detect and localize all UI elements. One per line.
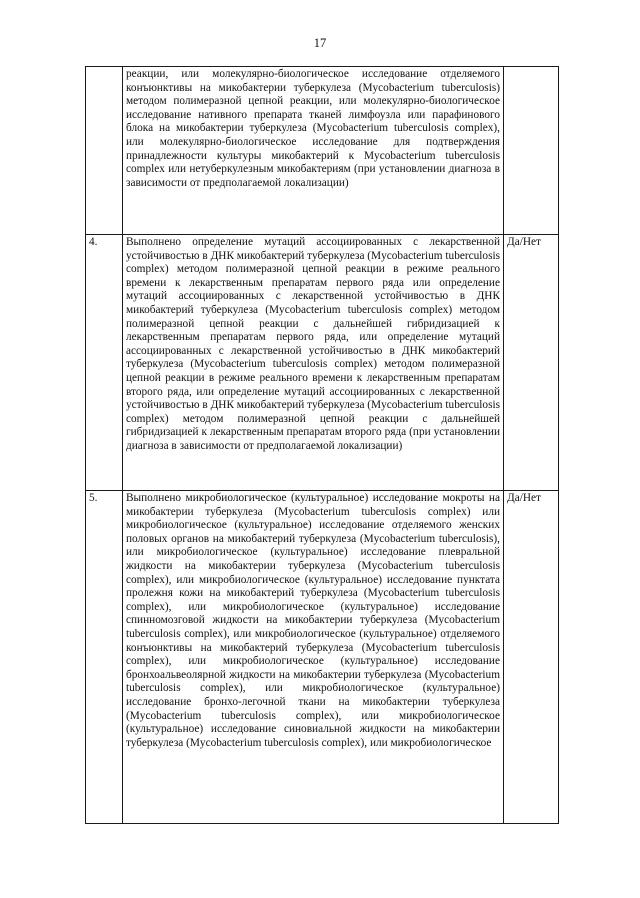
criterion-text: Выполнено микробиологическое (культуральное) исследование мокроты на микобактерии туберкулеза (Mycobacterium tuberculosis complex) или микробиологическое (культуральное) исследование отделяемого женских половых органов на микобактерий туберкулеза (Mycobacterium tuberculosis), или микробиологическое (культуральное) исследование плевральной жидкости на микобактерии туберкулеза (Mycobacterium tuberculosis complex), или микробиологическое (культуральное) исследование пунктата пролежня кожи на микобактерий туберкулеза (Mycobacterium tuberculosis complex), или микробиологическое (культуральное) исследование спинномозговой жидкости на микобактерии туберкулеза (Mycobacterium tuberculosis complex), или микробиологическое (культуральное) отделяемого конъюнктивы на микобактерий туберкулеза (Mycobacterium tuberculosis complex), или микробиологическое (культуральное) исследование бронхоальвеолярной жидкости на микобактерии туберкулеза (Mycobacterium tuberculosis complex), или микробиологическое (культуральное) исследование бронхо-легочной ткани на микобактерии туберкулеза (Mycobacterium tuberculosis complex), или микробиологическое (культуральное) исследование синовиальной жидкости на микобактерии туберкулеза (Mycobacterium tuberculosis complex), или микробиологическое	[123, 491, 504, 824]
criterion-text: Выполнено определение мутаций ассоциированных с лекарственной устойчивостью в ДНК микобактерий туберкулеза (Mycobacterium tuberculosis complex) методом полимеразной цепной реакции в режиме реального времени к лекарственным препаратам первого ряда или определение мутаций ассоциированных с лекарственной устойчивостью в ДНК микобактерий туберкулеза (Mycobacterium tuberculosis complex) методом полимеразной цепной реакции с дальнейшей гибридизацией к лекарственным препаратам первого ряда, или определение мутаций ассоциированных с лекарственной устойчивостью в ДНК микобактерий туберкулеза (Mycobacterium tuberculosis complex) методом полимеразной цепной реакции в режиме реального времени к лекарственным препаратам второго ряда, или определение мутаций ассоциированных с лекарственной устойчивостью в ДНК микобактерий туберкулеза (Mycobacterium tuberculosis complex) методом полимеразной цепной реакции с дальнейшей гибридизацией к лекарственным препаратам второго ряда (при установлении диагноза в зависимости от предполагаемой локализации)	[123, 235, 504, 491]
table-row	[86, 491, 559, 824]
row-number	[86, 67, 123, 235]
criterion-text: реакции, или молекулярно-биологическое исследование отделяемого конъюнктивы на микобактерии туберкулеза (Mycobacterium tuberculosis) методом полимеразной цепной реакции, или молекулярно-биологическое исследование нативного препарата тканей лимфоузла или парафинового блока на микобактерии туберкулеза (Mycobacterium tuberculosis complex), или молекулярно-биологическое исследование для подтверждения принадлежности культуры микобактерий к Mycobacterium tuberculosis complex или нетуберкулезным микобактериям (при установлении диагноза в зависимости от предполагаемой локализации)	[123, 67, 504, 235]
answer-cell	[504, 67, 559, 235]
answer-cell: Да/Нет	[504, 235, 559, 491]
table-row	[86, 67, 559, 235]
page-number: 17	[313, 36, 327, 50]
row-number: 4.	[86, 235, 123, 491]
row-number: 5.	[86, 491, 123, 824]
criteria-table	[85, 66, 559, 824]
table-row	[86, 235, 559, 491]
answer-cell: Да/Нет	[504, 491, 559, 824]
